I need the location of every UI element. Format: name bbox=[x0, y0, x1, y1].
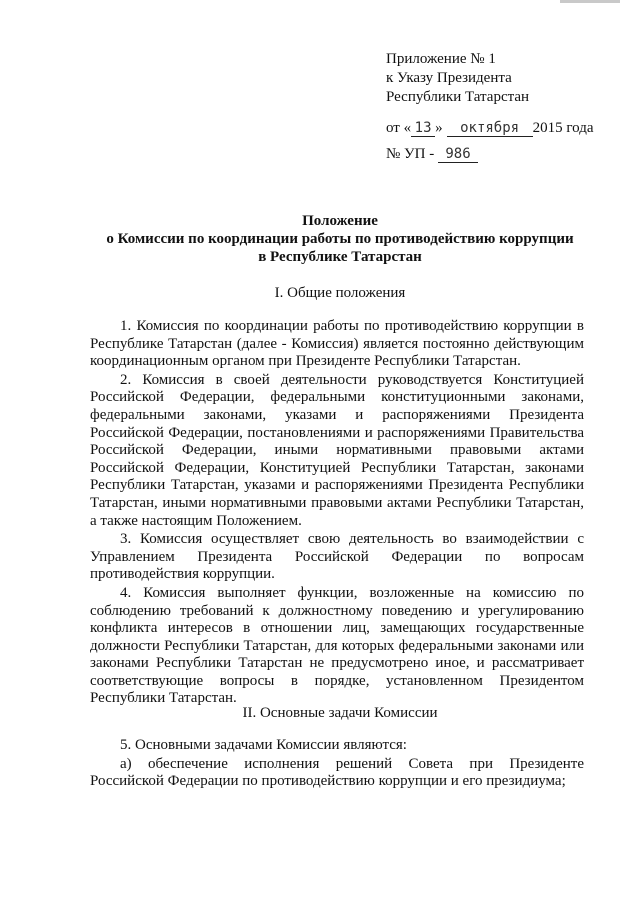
section-2-body bbox=[90, 737, 584, 791]
section-2-heading: II. Основные задачи Комиссии bbox=[242, 705, 438, 721]
paragraph-2: 2. Комиссия в своей деятельности руководствуется Конституцией Российской Федерации, федеральными конституционными законами, федеральными законами, указами и распоряжениями Президента Российской Федерации, постановлениями и распоряжениями Правительства Российской Федерации, иными нормативными правовыми актами Российской Федерации, Конституцией Республики Татарстан, законами Республики Татарстан, указами и распоряжениями Президента Республики Татарстан, иными нормативными правовыми актами Республики Татарстан, а также настоящим Положением. bbox=[90, 371, 584, 529]
title-line-2: о Комиссии по координации работы по противодействию коррупции bbox=[106, 231, 574, 247]
decree-number bbox=[386, 145, 594, 164]
paragraph-1: 1. Комиссия по координации работы по противодействию коррупции в Республике Татарстан (далее - Комиссия) является постоянно действующим координационным органом при Президенте Республики Татарстан. bbox=[90, 318, 584, 370]
section-1-heading: I. Общие положения bbox=[274, 285, 406, 301]
title-line-1: Положение bbox=[302, 213, 378, 229]
date-year: 2015 года bbox=[532, 120, 594, 136]
paragraph-5a: а) обеспечение исполнения решений Совета при Президенте Российской Федерации по противодействию коррупции и его президиума; bbox=[90, 755, 584, 790]
section-1-body bbox=[90, 318, 584, 708]
appendix-line-2: к Указу Президента bbox=[386, 70, 512, 86]
date-month: октября bbox=[447, 120, 533, 137]
paragraph-5: 5. Основными задачами Комиссии являются: bbox=[120, 737, 407, 753]
decree-date bbox=[386, 119, 594, 138]
title-line-3: в Республике Татарстан bbox=[258, 249, 422, 265]
date-day: 13 bbox=[411, 120, 435, 137]
paragraph-3: 3. Комиссия осуществляет свою деятельность во взаимодействии с Управлением Президента Российской Федерации по вопросам противодействия коррупции. bbox=[90, 531, 584, 583]
appendix-line-1: Приложение № 1 bbox=[386, 51, 496, 67]
date-quote-close: » bbox=[435, 120, 443, 136]
appendix-line-3: Республики Татарстан bbox=[386, 89, 530, 105]
document-title bbox=[60, 212, 620, 266]
number-prefix: № УП - bbox=[386, 146, 435, 162]
appendix-block bbox=[386, 50, 594, 164]
date-prefix: от « bbox=[386, 120, 412, 136]
scan-mark bbox=[560, 0, 620, 3]
paragraph-4: 4. Комиссия выполняет функции, возложенные на комиссию по соблюдению требований к должностному поведению и урегулированию конфликта интересов в отношении лиц, замещающих государственные должности Республики Татарстан, для которых федеральными законами или законами Республики Татарстан не предусмотрено иное, и рассматривает соответствующие вопросы в порядке, установленном Президентом Республики Татарстан. bbox=[90, 584, 584, 707]
number-value: 986 bbox=[438, 146, 478, 163]
